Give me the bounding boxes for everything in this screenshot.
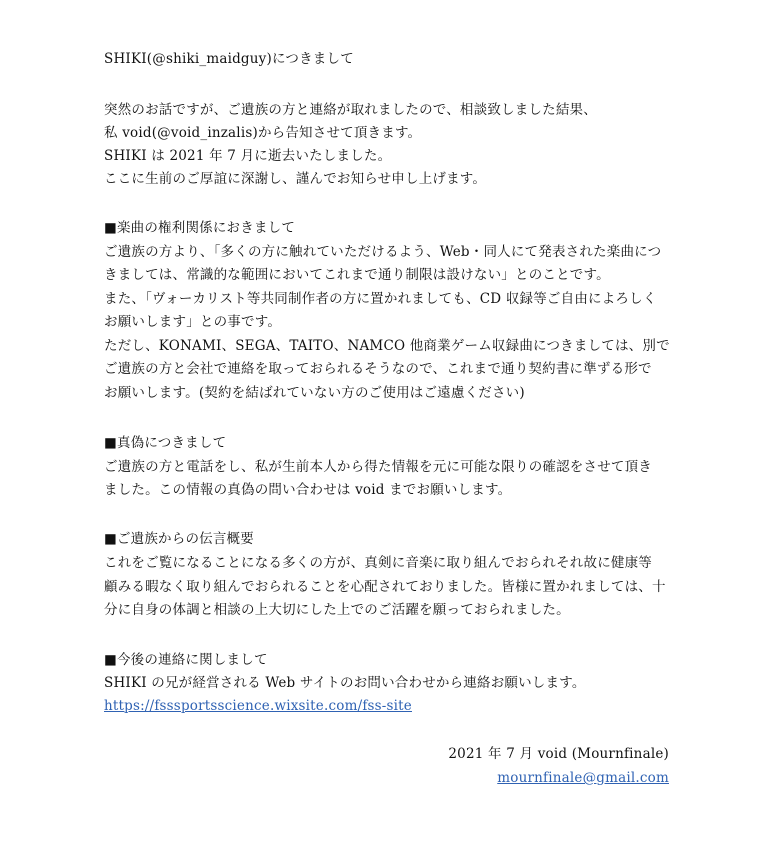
signature-email-link[interactable]: mournfinale@gmail.com [497,770,669,786]
rights-line-3: また、「ヴォーカリスト等共同制作者の方に置かれましても、CD 収録等ご自由によろしく [104,291,657,307]
intro-line-2: 私 void(@void_inzalis)から告知させて頂きます。 [104,125,422,141]
message-line-1: これをご覧になることになる多くの方が、真剣に音楽に取り組んでおられそれ故に健康等 [104,555,652,571]
rights-line-1: ご遺族の方より、「多くの方に触れていただけるよう、Web・同人にて発表された楽曲につ [104,244,662,260]
authenticity-line-2: ました。この情報の真偽の問い合わせは void までお願いします。 [104,482,512,498]
rights-line-7: お願いします。(契約を結ばれていない方のご使用はご遠慮ください) [104,385,525,401]
document-title: SHIKI(@shiki_maidguy)につきまして [104,51,354,67]
contact-heading: ■今後の連絡に関しまして [104,652,268,668]
contact-url-link[interactable]: https://fsssportsscience.wixsite.com/fss-site [104,698,412,714]
authenticity-line-1: ご遺族の方と電話をし、私が生前本人から得た情報を元に可能な限りの確認をさせて頂き [104,459,652,475]
contact-line: SHIKI の兄が経営される Web サイトのお問い合わせから連絡お願いします。 [104,675,586,691]
rights-heading: ■楽曲の権利関係におきまして [104,220,296,236]
message-line-2: 顧みる暇なく取り組んでおられることを心配されておりました。皆様に置かれましては、十 [104,579,666,595]
rights-line-5: ただし、KONAMI、SEGA、TAITO、NAMCO 他商業ゲーム収録曲につきましては、別で [104,338,670,354]
signature-line: 2021 年 7 月 void (Mournfinale) [448,746,669,762]
message-heading: ■ご遺族からの伝言概要 [104,531,254,547]
intro-line-3: SHIKI は 2021 年 7 月に逝去いたしました。 [104,148,392,164]
intro-line-1: 突然のお話ですが、ご遺族の方と連絡が取れましたので、相談致しました結果、 [104,102,597,118]
intro-line-4: ここに生前のご厚誼に深謝し、謹んでお知らせ申し上げます。 [104,171,487,187]
rights-line-4: お願いします」との事です。 [104,314,282,330]
rights-line-2: きましては、常識的な範囲においてこれまで通り制限は設けない」とのことです。 [104,267,610,283]
authenticity-heading: ■真偽につきまして [104,435,227,451]
message-line-3: 分に自身の体調と相談の上大切にした上でのご活躍を願っておられました。 [104,602,570,618]
rights-line-6: ご遺族の方と会社で連絡を取っておられるそうなので、これまで通り契約書に準ずる形で [104,361,652,377]
